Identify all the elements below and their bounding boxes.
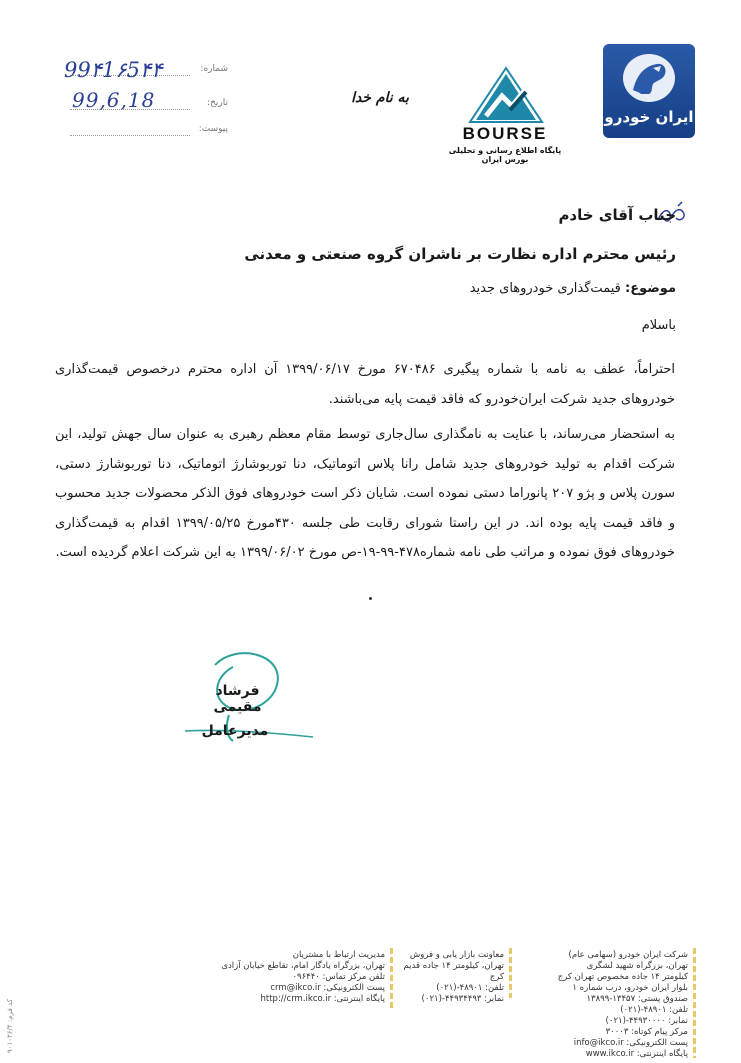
footer-line: نمابر: ۴۴۹۳۰۰۰۰-(۰۲۱) [605,1016,688,1026]
footer-line: تلفن: ۴۸۹۰۱-(۰۲۱) [620,1005,688,1015]
footer-sales [400,950,504,1005]
footer-line: معاونت بازار یابی و فروش [409,950,504,960]
footer-divider [390,948,393,1008]
footer-line: شرکت ایران خودرو (سهامی عام) [568,950,688,960]
signer-title: مدیرعامل [201,723,269,739]
subject-line [470,281,676,296]
footer-line: کیلومتر ۱۴ جاده مخصوص تهران کرج [557,972,688,982]
attachment-label: پیوست: [198,124,228,134]
paragraph-2: به استحضار می‌رساند، با عنایت به نامگذاری سال‌جاری توسط مقام معظم رهبری به عنوان سال جهش تولید، این شرکت اقدام به تولید خودروهای جدید شامل رانا پلاس اتوماتیک، دنا توربوشارژ اتوماتیک، دنا توربوشارژ دستی، سورن پلاس و پژو ۲۰۷ پانوراما دستی نموده است. شایان ذکر است خودروهای فوق الذکر محصولات جدید محسوب و فاقد قیمت پایه بوده اند. در این راستا شورای رقابت طی جلسه ۴۳۰مورخ ۱۳۹۹/۰۵/۲۵ اقدام به قیمت‌گذاری خودروهای فوق نموده و مراتب طی نامه شماره۴۷۸-۹۹-۱۹-ص مورخ ۱۳۹۹/۰۶/۰۲ به این شرکت اعلام گردیده است. [55,427,675,560]
form-code [4,965,16,1055]
bourse-tagline: پایگاه اطلاع رسانی و تحلیلی بورس ایران [448,146,562,164]
paragraph-1: احتراماً، عطف به نامه با شماره پیگیری ۶۷۰۴۸۶ مورخ ۱۳۹۹/۰۶/۱۷ آن اداره محترم درخصوص قیمت‌گذاری خودروهای جدید شرکت ایران‌خودرو که فاقد قیمت پایه می‌باشند. [55,362,675,407]
attachment-line [70,135,190,136]
number-label: شماره: [200,64,228,74]
subject-text: قیمت‌گذاری خودروهای جدید [469,281,621,296]
subject-label: موضوع: [625,281,676,296]
greeting: باسلام [641,318,676,333]
footer-line: تهران، بزرگراه شهید لشگری [586,961,688,971]
recipient-name: جناب آقای خادم [558,206,676,224]
form-code-text: کد فرم: ۹۰۱۰۳۶/۴ [6,998,14,1053]
footer-line: تلفن مرکز تماس: ۰۹۶۴۴۰ [292,972,385,982]
date-value: 99,6,18 [72,88,156,112]
footer-line: تهران، کیلومتر ۱۴ جاده قدیم کرج [403,961,504,982]
date-label: تاریخ: [207,98,228,108]
footer-line: پایگاه اینترنتی: www.ikco.ir [585,1049,688,1059]
footer-line: تهران، بزرگراه یادگار امام، تقاطع خیابان آزادی [221,961,385,971]
footer-divider [509,948,512,998]
footer-line: بلوار ایران خودرو، درب شماره ۱ [572,983,688,993]
footer-line: مرکز پیام کوتاه: ۳۰۰۰۳ [605,1027,688,1037]
signer-name: فرشاد مقیمی [213,683,262,715]
ink-dot [369,597,372,600]
footer-line: نمابر: ۴۴۹۳۴۴۹۳-(۰۲۱) [421,994,504,1004]
bourse-logo [446,66,566,166]
footer-line: پست الکترونیکی: info@ikco.ir [573,1038,688,1048]
bourse-word: BOURSE [462,124,548,143]
number-value: 99۴1۶5۴۴ [64,58,163,82]
footer-customer [205,950,385,1005]
basmala: به نام خدا [351,90,409,106]
recipient-title: رئیس محترم اداره نظارت بر ناشران گروه صنعتی و معدنی [244,245,676,263]
ikco-logo [603,44,695,138]
ikco-brand-text: ایران خودرو [604,108,694,126]
footer-company [538,950,688,1060]
horse-emblem-icon [623,54,675,102]
footer-divider [693,948,696,1058]
footer-line: پست الکترونیکی: crm@ikco.ir [270,983,385,993]
footer-line: تلفن: ۴۸۹۰۱-(۰۲۱) [436,983,504,993]
footer-line: مدیریت ارتباط با مشتریان [292,950,385,960]
footer-line: پایگاه اینترنتی: http://crm.ikco.ir [260,994,385,1004]
bourse-triangle-icon [468,66,544,124]
footer-line: صندوق پستی: ۱۳۴۵۷-۱۳۸۹۹ [586,994,688,1004]
